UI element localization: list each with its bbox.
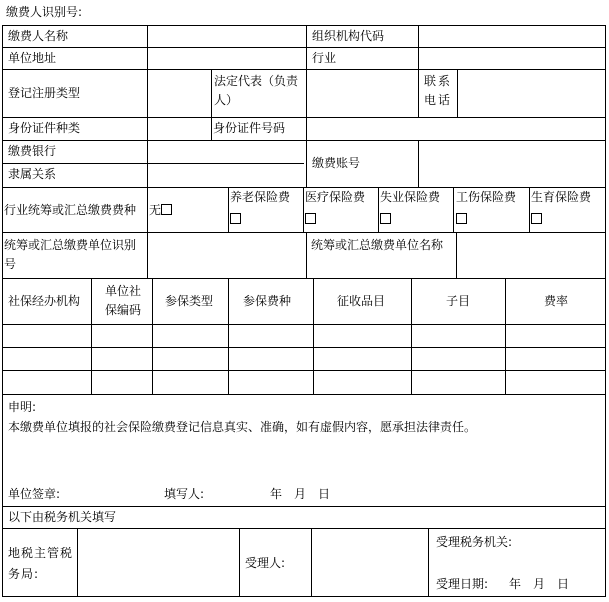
payer-name-input[interactable] bbox=[148, 26, 306, 47]
label-unit-address: 单位地址 bbox=[8, 51, 57, 65]
label-payer-name: 缴费人名称 bbox=[8, 29, 69, 43]
table-row[interactable] bbox=[3, 325, 605, 347]
col-line bbox=[211, 69, 212, 117]
unit-address-input[interactable] bbox=[148, 48, 306, 69]
th-sub-item: 子目 bbox=[446, 294, 471, 308]
label-maternity: 生育保险费 bbox=[531, 190, 592, 204]
filler-label: 填写人: bbox=[164, 487, 205, 501]
label-receiver: 受理人: bbox=[245, 556, 286, 570]
label-medical: 医疗保险费 bbox=[305, 190, 366, 204]
col-line bbox=[306, 232, 307, 278]
receiver-input[interactable] bbox=[312, 529, 428, 596]
label-pension: 养老保险费 bbox=[230, 190, 291, 204]
col-line bbox=[378, 187, 379, 232]
th-fee-type: 参保费种 bbox=[243, 294, 292, 308]
col-line bbox=[306, 140, 307, 187]
id-number-input[interactable] bbox=[307, 118, 605, 140]
option-none[interactable] bbox=[149, 203, 172, 218]
account-input[interactable] bbox=[419, 141, 605, 187]
label-id-type: 身份证件种类 bbox=[8, 121, 81, 135]
row-line bbox=[2, 394, 606, 395]
label-affiliation: 隶属关系 bbox=[8, 167, 57, 181]
label-account: 缴费账号 bbox=[312, 156, 361, 170]
checkbox-medical[interactable] bbox=[305, 213, 316, 224]
label-industry: 行业 bbox=[312, 51, 337, 65]
signature-label: 单位签章: bbox=[8, 487, 61, 501]
label-pool-unit-id: 统筹或汇总缴费单位识别号 bbox=[4, 238, 137, 271]
bank-input[interactable] bbox=[148, 141, 306, 163]
frame-left bbox=[2, 25, 3, 597]
label-local-tax: 地税主管税务局: bbox=[8, 546, 74, 581]
checkbox-none[interactable] bbox=[161, 204, 172, 215]
org-code-input[interactable] bbox=[419, 26, 605, 47]
row-line bbox=[2, 506, 606, 507]
label-receiving-office: 受理税务机关: bbox=[436, 535, 513, 549]
col-line bbox=[529, 187, 530, 232]
col-line bbox=[418, 69, 419, 117]
row-line bbox=[2, 187, 606, 188]
label-org-code: 组织机构代码 bbox=[312, 29, 385, 43]
receive-date-value: 年 月 日 bbox=[509, 577, 570, 591]
th-rate: 费率 bbox=[544, 294, 569, 308]
label-unemployment: 失业保险费 bbox=[380, 190, 441, 204]
checkbox-pension[interactable] bbox=[230, 213, 241, 224]
label-pool-unit-name: 统筹或汇总缴费单位名称 bbox=[311, 238, 444, 252]
checkbox-unemployment[interactable] bbox=[380, 213, 391, 224]
col-line bbox=[453, 187, 454, 232]
statement-title: 申明: bbox=[8, 400, 37, 414]
legal-rep-input[interactable] bbox=[307, 70, 418, 117]
frame-bottom bbox=[2, 596, 606, 597]
label-bank: 缴费银行 bbox=[8, 144, 57, 158]
label-id-number: 身份证件号码 bbox=[213, 121, 286, 135]
checkbox-maternity[interactable] bbox=[531, 213, 542, 224]
option-none-label: 无 bbox=[149, 203, 162, 217]
table-row[interactable] bbox=[3, 371, 605, 394]
pool-unit-id-input[interactable] bbox=[148, 233, 306, 278]
label-legal-rep: 法定代表（负责人） bbox=[214, 74, 299, 107]
label-reg-type: 登记注册类型 bbox=[8, 86, 81, 100]
frame-right bbox=[605, 25, 606, 597]
contact-phone-input[interactable] bbox=[458, 70, 605, 117]
statement-date: 年 月 日 bbox=[270, 487, 331, 501]
industry-input[interactable] bbox=[419, 48, 605, 69]
label-pooling-type: 行业统筹或汇总缴费费种 bbox=[4, 203, 137, 217]
pool-unit-name-input[interactable] bbox=[457, 233, 605, 278]
th-unit-code: 单位社保编码 bbox=[104, 284, 141, 317]
th-insured-type: 参保类型 bbox=[165, 294, 214, 308]
col-line bbox=[303, 187, 304, 232]
label-contact-phone: 联系电话 bbox=[424, 74, 453, 107]
label-injury: 工伤保险费 bbox=[456, 190, 517, 204]
affiliation-input[interactable] bbox=[148, 164, 306, 187]
row-line bbox=[2, 278, 606, 279]
col-line bbox=[239, 528, 240, 596]
table-row[interactable] bbox=[3, 348, 605, 370]
checkbox-injury[interactable] bbox=[456, 213, 467, 224]
col-line bbox=[428, 528, 429, 596]
col-line bbox=[211, 117, 212, 140]
th-agency: 社保经办机构 bbox=[8, 294, 81, 308]
col-line bbox=[306, 25, 307, 69]
reg-type-input[interactable] bbox=[148, 70, 211, 117]
payer-id-label: 缴费人识别号: bbox=[6, 5, 83, 19]
tax-section-header: 以下由税务机关填写 bbox=[8, 510, 117, 524]
col-line bbox=[228, 187, 229, 232]
id-type-input[interactable] bbox=[148, 118, 211, 140]
statement-text: 本缴费单位填报的社会保险缴费登记信息真实、准确，如有虚假内容，愿承担法律责任。 bbox=[8, 420, 477, 434]
th-collection-item: 征收品目 bbox=[337, 294, 386, 308]
local-tax-input[interactable] bbox=[78, 529, 239, 596]
col-line bbox=[147, 187, 148, 232]
label-receive-date: 受理日期: bbox=[436, 577, 489, 591]
